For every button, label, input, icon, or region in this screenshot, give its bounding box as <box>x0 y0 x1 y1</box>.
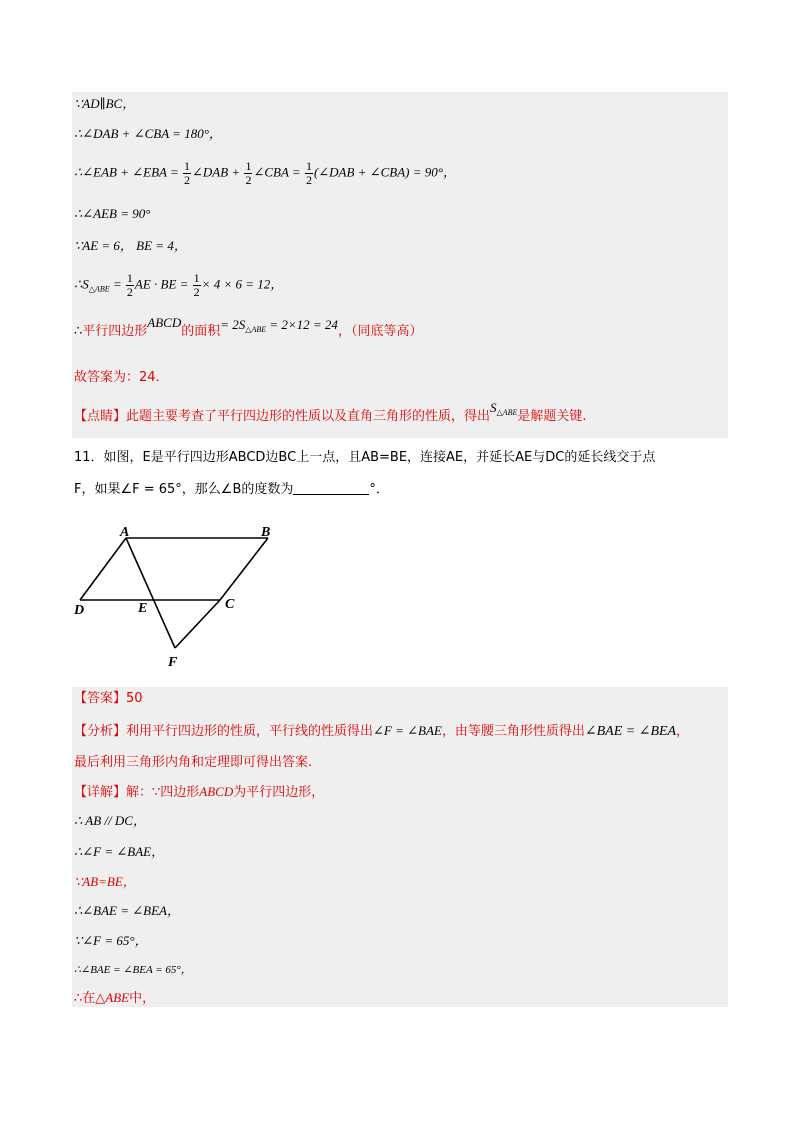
comment-line: 【点睛】此题主要考查了平行四边形的性质以及直角三角形的性质，得出$S_{\triangle ABE}$是解题关键. <box>74 400 587 424</box>
answer-line: 【答案】50 <box>74 691 143 706</box>
label-a: A <box>120 525 130 540</box>
label-f: F <box>168 655 178 670</box>
detail-step-isosceles: ∴∠BAE = ∠BEA， <box>74 903 180 918</box>
detail-step-f-65: ∵∠F = 65°， <box>74 933 148 948</box>
analysis-line2: 最后利用三角形内角和定理即可得出答案. <box>74 755 313 770</box>
parallelogram-figure <box>70 518 290 674</box>
step-half-angles: ∴∠EAB + ∠EBA = $\frac{1}{2}$ ∠DAB + $\frac{1}{2}$ ∠CBA = $\frac{1}{2}$ (∠DAB + ∠CBA) = 90°， <box>74 159 456 187</box>
label-e: E <box>138 601 148 616</box>
segment-bc <box>220 538 268 600</box>
label-b: B <box>261 525 271 540</box>
step-angle-aeb-90: ∴∠AEB = 90° <box>74 206 151 221</box>
segment-af <box>126 538 175 648</box>
detail-step-parallel: ∴ AB // DC， <box>74 813 146 828</box>
question-text-line1: 11．如图，E是平行四边形ABCD边BC上一点，且AB=BE，连接AE，并延长AE与DC的延长线交于点 <box>74 450 656 465</box>
analysis-line1: 【分析】利用平行四边形的性质，平行线的性质得出∠F = ∠BAE，由等腰三角形性质得出∠BAE = ∠BEA， <box>74 723 690 739</box>
segment-cf <box>175 600 220 648</box>
detail-step-ab-be: ∵AB=BE， <box>74 874 136 889</box>
step-triangle-area: $\therefore S_{\triangle ABE}$ = $\frac{1}{2}$ AE · BE = $\frac{1}{2}$ × 4 × 6 = 12， <box>74 271 284 299</box>
previous-answer: 故答案为：24． <box>74 370 169 385</box>
step-angle-sum-180: ∴∠DAB + ∠CBA = 180°， <box>74 126 222 141</box>
question-text-line2: F，如果∠F = 65°，那么∠B的度数为 °． <box>74 482 389 497</box>
step-ad-parallel-bc: ∵AD∥BC， <box>74 96 136 111</box>
detail-line: 【详解】解：∵四边形ABCD为平行四边形， <box>74 784 325 800</box>
step-ae-be-values: ∵AE = 6， BE = 4， <box>74 238 187 253</box>
previous-solution-panel <box>72 92 728 438</box>
label-d: D <box>74 603 85 618</box>
segment-ad <box>80 538 126 600</box>
answer-blank <box>293 482 369 495</box>
detail-step-angle-f: ∴∠F = ∠BAE， <box>74 844 165 859</box>
detail-step-triangle: ∴在△ABE中， <box>74 990 156 1006</box>
step-parallelogram-area: ∴平行四边形ABCD的面积= $2S_{\triangle ABE} = 2\times 12 = 24$，（同底等高） <box>74 315 423 339</box>
label-c: C <box>225 597 235 612</box>
detail-step-65: ∴∠BAE = ∠BEA = 65°， <box>74 964 192 976</box>
